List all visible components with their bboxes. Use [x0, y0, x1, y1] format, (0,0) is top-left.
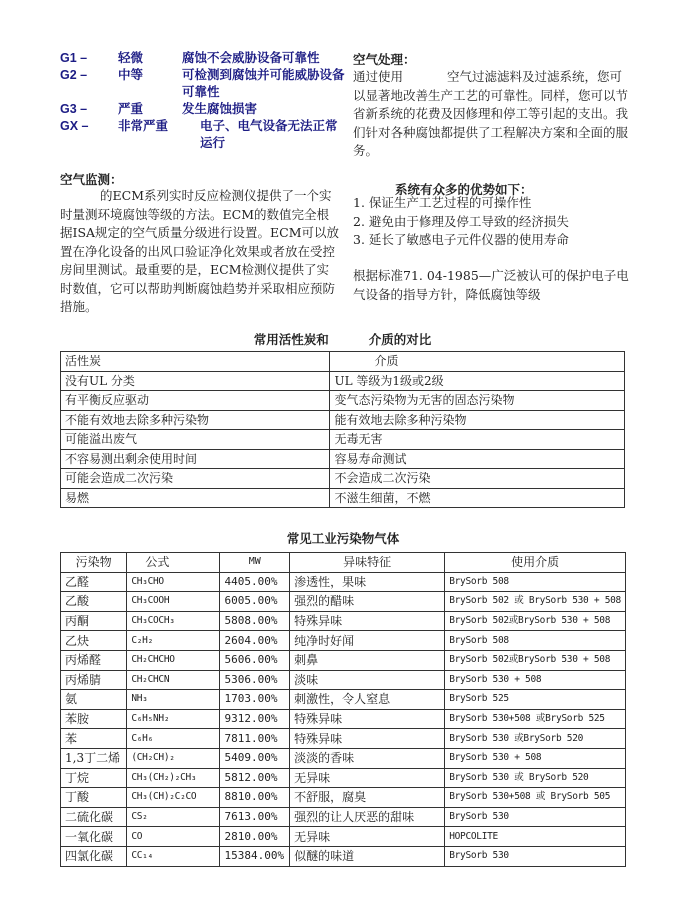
pollutant-name: 乙醛	[61, 572, 127, 592]
table-row	[61, 410, 625, 430]
pollutant-name: 丁烷	[61, 768, 127, 788]
grade-level-desc	[118, 118, 345, 152]
cell: 不滋生细菌，不燃	[330, 488, 625, 508]
cell: 能有效地去除多种污染物	[330, 410, 625, 430]
grade-desc: 电子、电气设备无法正常运行	[200, 119, 338, 150]
cell: 没有UL 分类	[61, 371, 330, 391]
formula: CO	[127, 827, 220, 847]
grade-code: G3 –	[60, 102, 88, 116]
table-row	[61, 670, 626, 690]
formula: C₆H₅NH₂	[127, 709, 220, 729]
table-row	[61, 768, 626, 788]
table-row	[61, 611, 626, 631]
media: BrySorb 530 或 BrySorb 520	[445, 768, 626, 788]
pollutant-name: 苯	[61, 729, 127, 749]
table-row	[61, 846, 626, 866]
formula: C₆H₆	[127, 729, 220, 749]
odor: 特殊异味	[290, 611, 445, 631]
header-cell: 异味特征	[290, 553, 445, 573]
grade-code: G2 –	[60, 68, 88, 82]
table-row	[61, 592, 626, 612]
grade-level: 严重	[118, 102, 144, 116]
mw: 5812.00%	[220, 768, 290, 788]
media: BrySorb 502 或 BrySorb 530 + 508	[445, 592, 626, 612]
table-row	[61, 690, 626, 710]
grade-code: G1 –	[60, 51, 88, 65]
mw: 6005.00%	[220, 592, 290, 612]
pollutant-name: 1,3丁二烯	[61, 748, 127, 768]
odor: 不舒服，腐臭	[290, 788, 445, 808]
formula: CH₃COOH	[127, 592, 220, 612]
mw: 1703.00%	[220, 690, 290, 710]
comparison-title	[60, 330, 625, 348]
air-monitoring-heading: 空气监测：	[60, 172, 123, 187]
formula: CC₁₄	[127, 846, 220, 866]
mw: 5409.00%	[220, 748, 290, 768]
grade-desc: 可检测到腐蚀并可能威胁设备可靠性	[182, 68, 345, 99]
header-cell: MW	[220, 553, 290, 573]
table-header-row	[61, 553, 626, 573]
cell: 不容易测出剩余使用时间	[61, 449, 330, 469]
grade-code: GX –	[60, 119, 89, 133]
grade-desc: 发生腐蚀损害	[182, 102, 258, 116]
cell: 容易寿命测试	[330, 449, 625, 469]
media: BrySorb 525	[445, 690, 626, 710]
standard-note: 根据标准71. 04-1985—广泛被认可的保护电子电气设备的指导方针，降低腐蚀等级	[353, 268, 629, 302]
advantage-item: 3. 延长了敏感电子元件仪器的使用寿命	[353, 232, 569, 247]
cell: 有平衡反应驱动	[61, 391, 330, 411]
formula: C₂H₂	[127, 631, 220, 651]
table-row	[61, 729, 626, 749]
table-row	[61, 469, 625, 489]
formula: CH₃(CH)₂C₂CO	[127, 788, 220, 808]
media: BrySorb 508	[445, 572, 626, 592]
formula: CH₃COCH₃	[127, 611, 220, 631]
air-treatment-body	[353, 68, 633, 161]
mw: 2604.00%	[220, 631, 290, 651]
air-treatment-text: 空气过滤滤料及过滤系统，您可以显著地改善生产工艺的可靠性。同样，您可以节省新系统的花费及因修理和停工等引起的支出。我们针对各种腐蚀都提供了工程解决方案和全面的服务。	[353, 69, 629, 158]
mw: 4405.00%	[220, 572, 290, 592]
media: BrySorb 508	[445, 631, 626, 651]
table-row	[61, 807, 626, 827]
odor: 无异味	[290, 827, 445, 847]
media: BrySorb 530	[445, 846, 626, 866]
grade-level: 非常严重	[118, 119, 169, 133]
header-cell: 污染物	[61, 553, 127, 573]
pollutant-name: 丁酸	[61, 788, 127, 808]
table-row	[61, 631, 626, 651]
odor: 刺激性，令人窒息	[290, 690, 445, 710]
table-row	[61, 371, 625, 391]
odor: 刺鼻	[290, 650, 445, 670]
advantages-heading: 系统有众多的优势如下：	[395, 182, 533, 197]
media: BrySorb 530 或BrySorb 520	[445, 729, 626, 749]
formula: CH₃(CH₂)₂CH₃	[127, 768, 220, 788]
mw: 15384.00%	[220, 846, 290, 866]
mw: 5306.00%	[220, 670, 290, 690]
formula: (CH₂CH)₂	[127, 748, 220, 768]
table-header-row	[61, 352, 625, 372]
formula: CH₃CHO	[127, 572, 220, 592]
grade-item	[60, 118, 345, 152]
odor: 特殊异味	[290, 709, 445, 729]
pollutant-name: 一氧化碳	[61, 827, 127, 847]
media: BrySorb 530	[445, 807, 626, 827]
corrosion-grade-list	[60, 50, 345, 152]
media: BrySorb 530+508 或BrySorb 525	[445, 709, 626, 729]
advantage-item: 2. 避免由于修理及停工导致的经济损失	[353, 213, 569, 229]
mw: 2810.00%	[220, 827, 290, 847]
pollutant-name: 氨	[61, 690, 127, 710]
grade-level: 轻微	[118, 51, 144, 65]
pollutant-name: 乙酸	[61, 592, 127, 612]
advantages-list	[353, 194, 638, 250]
table-row	[61, 488, 625, 508]
media: BrySorb 530+508 或 BrySorb 505	[445, 788, 626, 808]
air-monitoring-body: 的ECM系列实时反应检测仪提供了一个实时量测环境腐蚀等级的方法。ECM的数值完全根据ISA规定的空气质量分级进行设置。ECM可以放置在净化设备的出风口验证净化效果或者放在受控房间里测试。最重要的是，ECM检测仪提供了实时数值，它可以帮助判断腐蚀趋势并采取相应预防措施。	[60, 188, 340, 314]
media: HOPCOLITE	[445, 827, 626, 847]
table-row	[61, 748, 626, 768]
odor: 强烈的醋味	[290, 592, 445, 612]
table-row	[61, 430, 625, 450]
odor: 纯净时好闻	[290, 631, 445, 651]
mw: 7613.00%	[220, 807, 290, 827]
cell: 不会造成二次污染	[330, 469, 625, 489]
odor: 无异味	[290, 768, 445, 788]
odor: 强烈的让人厌恶的甜味	[290, 807, 445, 827]
mw: 9312.00%	[220, 709, 290, 729]
mw: 5606.00%	[220, 650, 290, 670]
comparison-title-left: 常用活性炭和	[253, 332, 329, 347]
header-cell: 介质	[330, 352, 625, 372]
media: BrySorb 502或BrySorb 530 + 508	[445, 650, 626, 670]
pollutants-table	[60, 552, 626, 867]
pollutant-name: 乙炔	[61, 631, 127, 651]
table-row	[61, 650, 626, 670]
media: BrySorb 502或BrySorb 530 + 508	[445, 611, 626, 631]
media: BrySorb 530 + 508	[445, 670, 626, 690]
grade-desc: 腐蚀不会威胁设备可靠性	[182, 51, 320, 65]
pollutants-title: 常见工业污染物气体	[286, 531, 400, 546]
odor: 特殊异味	[290, 729, 445, 749]
cell: 可能会造成二次污染	[61, 469, 330, 489]
air-treatment-heading: 空气处理：	[353, 52, 416, 67]
cell: 变气态污染物为无害的固态污染物	[330, 391, 625, 411]
table-row	[61, 391, 625, 411]
table-row	[61, 788, 626, 808]
pollutant-name: 丙酮	[61, 611, 127, 631]
odor: 似醚的味道	[290, 846, 445, 866]
table-row	[61, 709, 626, 729]
comparison-title-right: 介质的对比	[368, 332, 432, 347]
formula: CH₂CHCHO	[127, 650, 220, 670]
odor: 渗透性，果味	[290, 572, 445, 592]
pollutant-name: 丙烯腈	[61, 670, 127, 690]
formula: NH₃	[127, 690, 220, 710]
cell: 可能溢出废气	[61, 430, 330, 450]
table-row	[61, 572, 626, 592]
header-cell: 活性炭	[61, 352, 330, 372]
cell: 无毒无害	[330, 430, 625, 450]
odor: 淡淡的香味	[290, 748, 445, 768]
header-cell: 使用介质	[445, 553, 626, 573]
grade-item	[60, 50, 345, 67]
grade-item	[60, 101, 345, 118]
mw: 7811.00%	[220, 729, 290, 749]
header-cell: 公式	[127, 553, 220, 573]
formula: CH₂CHCN	[127, 670, 220, 690]
table-row	[61, 827, 626, 847]
formula: CS₂	[127, 807, 220, 827]
grade-item	[60, 67, 345, 101]
advantage-item: 1. 保证生产工艺过程的可操作性	[353, 195, 532, 210]
media: BrySorb 530 + 508	[445, 748, 626, 768]
table-row	[61, 449, 625, 469]
comparison-table	[60, 351, 625, 508]
pollutant-name: 丙烯醛	[61, 650, 127, 670]
pollutant-name: 二硫化碳	[61, 807, 127, 827]
odor: 淡味	[290, 670, 445, 690]
cell: UL 等级为1级或2级	[330, 371, 625, 391]
cell: 不能有效地去除多种污染物	[61, 410, 330, 430]
mw: 5808.00%	[220, 611, 290, 631]
grade-level: 中等	[118, 68, 144, 82]
pollutant-name: 苯胺	[61, 709, 127, 729]
air-treatment-prefix: 通过使用	[353, 69, 404, 84]
mw: 8810.00%	[220, 788, 290, 808]
cell: 易燃	[61, 488, 330, 508]
pollutant-name: 四氯化碳	[61, 846, 127, 866]
